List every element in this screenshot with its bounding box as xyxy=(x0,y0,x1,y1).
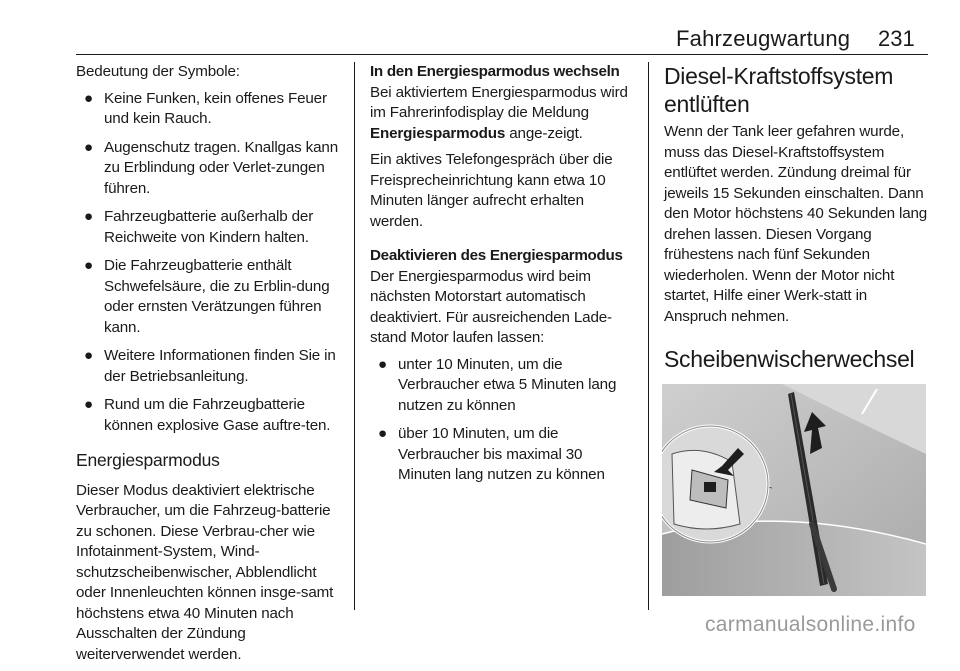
symbols-list xyxy=(76,89,342,437)
wiper-illustration-svg xyxy=(662,384,926,596)
list-item: ● über 10 Minuten, um die Verbraucher bis maximal 30 Minuten lang nutzen zu können xyxy=(378,425,605,483)
bullet-icon: ● xyxy=(378,425,388,442)
page-header xyxy=(0,0,960,58)
bullet-icon: ● xyxy=(84,347,94,364)
bullet-icon: ● xyxy=(84,138,94,156)
runtime-list xyxy=(370,355,635,486)
header-rule xyxy=(76,54,928,55)
energiesparmodus-text: Dieser Modus deaktiviert elektrische Verbraucher, um die Fahrzeug-batterie zu schonen. Diese Verbrau-cher wie Infotainment-System, Wind-schutzscheibenwischer, Abblendlicht oder Innenleuchten können insge-samt höchstens etwa 40 Minuten nach Ausschalten der Zündung weiterverwendet werden. xyxy=(76,481,334,663)
list-item: ● Augenschutz tragen. Knallgas kann zu Erblindung oder Verlet-zungen führen. xyxy=(84,138,338,197)
column-3 xyxy=(664,62,928,414)
wiper-blade-illustration xyxy=(662,384,926,596)
running-title: Fahrzeugwartung xyxy=(676,26,851,51)
bullet-icon: ● xyxy=(84,208,94,225)
phone-call-text: Ein aktives Telefongespräch über die Freisprecheinrichtung kann etwa 10 Minuten länger aufrecht erhalten werden. xyxy=(370,151,613,230)
list-item: ● Weitere Informationen finden Sie in der Betriebsanleitung. xyxy=(84,347,336,385)
list-item: ● Rund um die Fahrzeugbatterie können explosive Gase auftre-ten. xyxy=(84,396,331,434)
column-divider-1 xyxy=(354,62,355,610)
column-2 xyxy=(370,62,635,494)
list-item: ● Fahrzeugbatterie außerhalb der Reichweite von Kindern halten. xyxy=(84,208,314,246)
deactivate-text: Der Energiesparmodus wird beim nächsten Motorstart automatisch deaktiviert. Für ausreichenden Lade-stand Motor laufen lassen: xyxy=(370,267,612,346)
section-heading-energiesparmodus: Energiesparmodus xyxy=(76,450,220,470)
list-item: ● unter 10 Minuten, um die Verbraucher etwa 5 Minuten lang nutzen zu können xyxy=(378,355,617,414)
list-item: ● Die Fahrzeugbatterie enthält Schwefelsäure, die zu Erblin-dung oder ernsten Verätzungen führen kann. xyxy=(84,257,330,336)
symbols-intro: Bedeutung der Symbole: xyxy=(76,63,240,80)
subheading-activate: In den Energiesparmodus wechseln xyxy=(370,63,620,80)
activate-text: Bei aktiviertem Energiesparmodus wird im Fahrerinfodisplay die Meldung Energiesparmodus ange-zeigt. xyxy=(370,83,628,142)
bullet-icon: ● xyxy=(84,257,94,274)
column-divider-2 xyxy=(648,62,649,610)
page-number: 231 xyxy=(878,26,915,51)
heading-wiper-replacement: Scheibenwischerwechsel xyxy=(664,346,915,372)
bullet-icon: ● xyxy=(84,396,94,413)
subheading-deactivate: Deaktivieren des Energiesparmodus xyxy=(370,247,623,264)
column-1 xyxy=(76,62,342,671)
bullet-icon: ● xyxy=(84,89,94,107)
list-item: ● Keine Funken, kein offenes Feuer und kein Rauch. xyxy=(84,89,327,127)
diesel-bleeding-text: Wenn der Tank leer gefahren wurde, muss das Diesel-Kraftstoffsystem entlüftet werden. Zündung dreimal für jeweils 15 Sekunden einschalten. Dann den Motor höchstens 40 Sekunden lang drehen lassen. Diesen Vorgang frühestens nach fünf Sekunden wiederholen. Wenn der Motor nicht startet, Hilfe einer Werk-statt in Anspruch nehmen. xyxy=(664,123,928,325)
heading-diesel-bleeding: Diesel-Kraftstoffsystem entlüften xyxy=(664,63,894,117)
bullet-icon: ● xyxy=(378,355,388,373)
watermark: carmanualsonline.info xyxy=(705,613,916,636)
